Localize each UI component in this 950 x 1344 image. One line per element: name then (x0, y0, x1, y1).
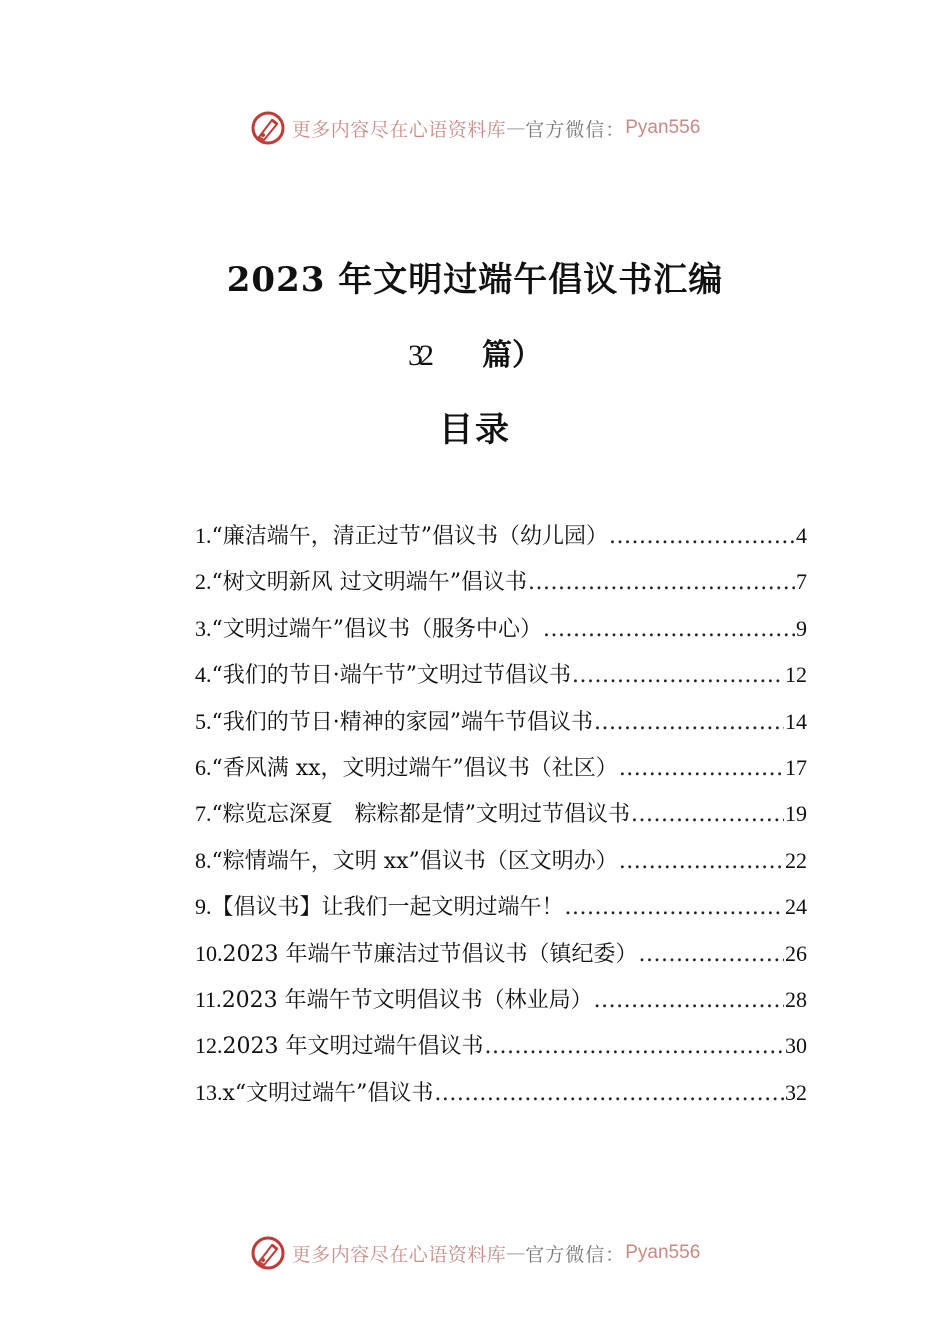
toc-item-title: 2023 年端午节文明倡议书（林业局） (221, 987, 593, 1013)
toc-item-page: 9 (796, 615, 807, 641)
toc-item-title: “文明过端午”倡议书（服务中心） (211, 616, 542, 642)
toc-item-title: x“文明过端午”倡议书 (222, 1080, 434, 1106)
toc-leader-dots (434, 1071, 784, 1117)
toc-item-4[interactable] (195, 652, 807, 698)
toc-item-page: 30 (785, 1033, 807, 1059)
toc-item-title: 2023 年文明过端午倡议书 (222, 1034, 484, 1060)
toc-item-1[interactable] (195, 513, 807, 559)
toc-item-number: 9. (195, 894, 212, 920)
toc-item-number: 12. (195, 1033, 223, 1059)
watermark-separator: — (506, 1242, 526, 1264)
toc-leader-dots (543, 607, 795, 653)
toc-leader-dots (619, 746, 784, 792)
toc-item-12[interactable] (195, 1023, 807, 1069)
toc-item-number: 6. (195, 754, 212, 780)
toc-leader-dots (609, 514, 795, 560)
table-of-contents (195, 513, 807, 1116)
subtitle-text: 篇） (482, 338, 542, 373)
toc-item-title: 【倡议书】让我们一起文明过端午！ (211, 895, 564, 921)
toc-item-6[interactable] (195, 745, 807, 791)
toc-item-title: “粽览忘深夏 粽粽都是情”文明过节倡议书 (211, 802, 630, 828)
toc-item-page: 12 (785, 662, 807, 688)
watermark-separator: — (506, 117, 526, 139)
watermark-label: 官方微信： (525, 1243, 626, 1266)
toc-heading: 目录 (439, 410, 511, 450)
toc-leader-dots (484, 1024, 784, 1070)
toc-item-2[interactable] (195, 559, 807, 605)
toc-item-number: 3. (195, 615, 212, 641)
toc-item-11[interactable] (195, 977, 807, 1023)
toc-item-page: 28 (785, 986, 807, 1012)
toc-leader-dots (594, 978, 784, 1024)
toc-item-title: “香风满 xx，文明过端午”倡议书（社区） (211, 755, 618, 781)
watermark-text: 更多内容尽在心语资料库 (291, 1243, 507, 1266)
subtitle-count: 32 (408, 339, 430, 372)
watermark-label: 官方微信： (525, 118, 626, 141)
toc-item-number: 10. (195, 940, 223, 966)
toc-item-title: “我们的节日·端午节”文明过节倡议书 (211, 663, 571, 689)
toc-item-7[interactable] (195, 791, 807, 837)
toc-leader-dots (619, 839, 784, 885)
header-watermark (0, 108, 950, 148)
toc-item-3[interactable] (195, 606, 807, 652)
toc-item-title: “树文明新风 过文明端午”倡议书 (211, 570, 527, 596)
toc-item-number: 5. (195, 708, 212, 734)
toc-item-number: 8. (195, 847, 212, 873)
toc-leader-dots (572, 653, 784, 699)
toc-item-number: 13. (195, 1079, 223, 1105)
toc-item-page: 22 (785, 847, 807, 873)
toc-item-page: 4 (796, 523, 807, 548)
toc-item-number: 1. (195, 523, 212, 548)
toc-leader-dots (565, 885, 784, 931)
toc-item-number: 2. (195, 569, 212, 595)
toc-item-page: 19 (785, 801, 807, 827)
toc-item-page: 14 (785, 708, 807, 734)
toc-item-10[interactable] (195, 931, 807, 977)
watermark-text: 更多内容尽在心语资料库 (291, 118, 507, 141)
document-subtitle (0, 330, 950, 374)
document-title: 2023 年文明过端午倡议书汇编 (226, 260, 724, 300)
toc-item-title: “我们的节日·精神的家园”端午节倡议书 (211, 709, 593, 735)
footer-watermark (0, 1233, 950, 1273)
pen-logo-icon (250, 110, 286, 146)
watermark-id: Pyan556 (625, 117, 701, 138)
toc-item-page: 17 (785, 754, 807, 780)
toc-item-5[interactable] (195, 699, 807, 745)
toc-item-number: 11. (195, 986, 222, 1012)
toc-item-page: 26 (785, 940, 807, 966)
toc-leader-dots (594, 700, 784, 746)
watermark-id: Pyan556 (625, 1242, 701, 1263)
toc-item-13[interactable] (195, 1070, 807, 1116)
toc-item-9[interactable] (195, 884, 807, 930)
toc-leader-dots (528, 560, 795, 606)
toc-leader-dots (631, 792, 784, 838)
toc-item-page: 32 (785, 1079, 807, 1105)
pen-logo-icon (250, 1235, 286, 1271)
toc-item-8[interactable] (195, 838, 807, 884)
toc-leader-dots (638, 932, 784, 978)
toc-item-page: 24 (785, 894, 807, 920)
toc-item-title: “廉洁端午，清正过节”倡议书（幼儿园） (211, 524, 608, 549)
toc-item-title: “粽情端午，文明 xx”倡议书（区文明办） (211, 848, 618, 874)
toc-item-number: 7. (195, 801, 212, 827)
toc-item-number: 4. (195, 662, 212, 688)
toc-item-title: 2023 年端午节廉洁过节倡议书（镇纪委） (222, 941, 638, 967)
toc-item-page: 7 (796, 569, 807, 595)
